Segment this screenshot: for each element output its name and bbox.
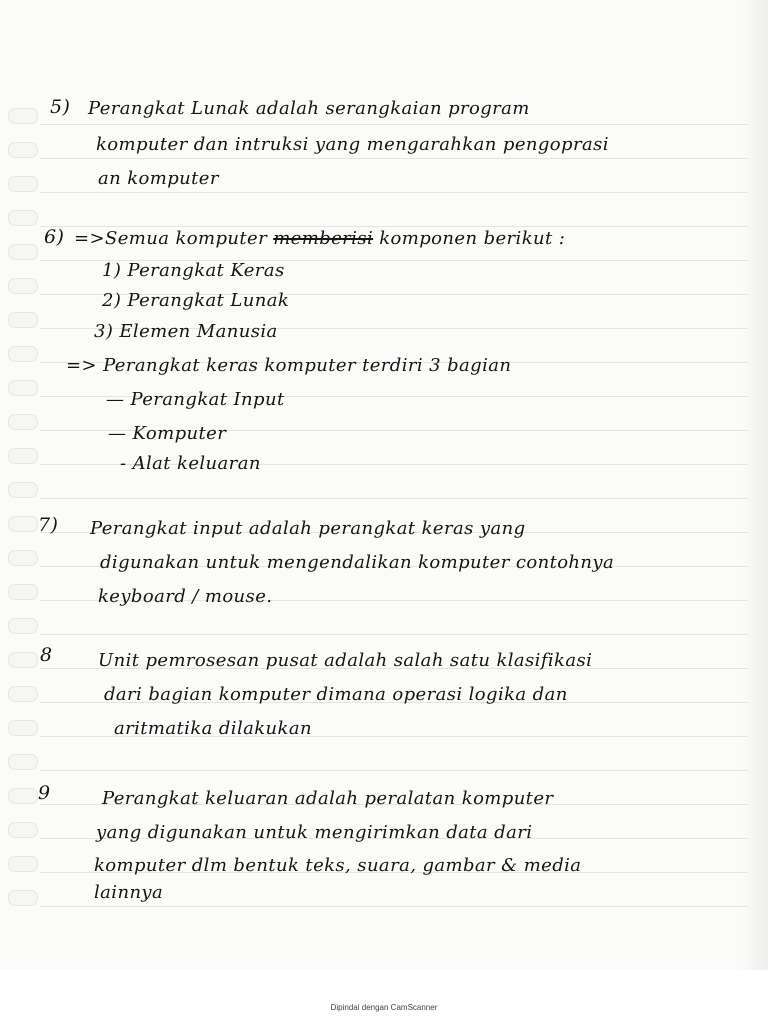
binder-hole: [8, 482, 38, 498]
ruled-line: [40, 192, 748, 193]
component-item: 1) Perangkat Keras: [102, 260, 285, 281]
note-line: digunakan untuk mengendalikan komputer contohnya: [100, 552, 615, 573]
item-number: 8: [40, 644, 53, 666]
binder-hole: [8, 754, 38, 770]
component-item: 3) Elemen Manusia: [94, 321, 278, 342]
binder-hole: [8, 244, 38, 260]
note-line: keyboard / mouse.: [98, 586, 273, 607]
note-subheading: => Perangkat keras komputer terdiri 3 bagian: [66, 355, 512, 376]
struck-word: memberisi: [273, 228, 374, 249]
page-edge-shadow: [740, 0, 768, 970]
note-text: komponen berikut :: [373, 228, 566, 249]
binder-hole: [8, 550, 38, 566]
binder-hole: [8, 448, 38, 464]
binder-hole: [8, 686, 38, 702]
note-line: [74, 228, 565, 249]
note-line: Perangkat Lunak adalah serangkaian program: [88, 98, 530, 119]
ruled-line: [40, 158, 748, 159]
binder-hole: [8, 176, 38, 192]
binder-hole: [8, 890, 38, 906]
part-item: - Alat keluaran: [120, 453, 261, 474]
ruled-line: [40, 634, 748, 635]
binder-hole: [8, 278, 38, 294]
scanner-watermark: Dipindai dengan CamScanner: [330, 1003, 438, 1012]
binder-hole: [8, 720, 38, 736]
binder-hole: [8, 856, 38, 872]
binder-hole: [8, 788, 38, 804]
binder-hole: [8, 108, 38, 124]
note-text: =>Semua komputer: [74, 228, 274, 249]
note-line: dari bagian komputer dimana operasi logika dan: [104, 684, 568, 705]
binder-hole: [8, 210, 38, 226]
item-number: 5): [50, 96, 71, 118]
binder-hole: [8, 380, 38, 396]
binder-hole: [8, 652, 38, 668]
part-item: — Komputer: [108, 423, 227, 444]
note-line: komputer dan intruksi yang mengarahkan pengoprasi: [96, 134, 609, 155]
component-item: 2) Perangkat Lunak: [102, 290, 290, 311]
binder-hole: [8, 584, 38, 600]
binder-hole: [8, 822, 38, 838]
binder-hole: [8, 142, 38, 158]
binder-hole: [8, 346, 38, 362]
note-line: Perangkat keluaran adalah peralatan komputer: [102, 788, 554, 809]
note-line: komputer dlm bentuk teks, suara, gambar & media: [94, 855, 582, 876]
binder-hole: [8, 414, 38, 430]
note-line: Perangkat input adalah perangkat keras yang: [90, 518, 526, 539]
note-line: an komputer: [98, 168, 219, 189]
note-line: aritmatika dilakukan: [114, 718, 312, 739]
note-line: Unit pemrosesan pusat adalah salah satu klasifikasi: [98, 650, 593, 671]
item-number: 9: [38, 782, 51, 804]
ruled-line: [40, 906, 748, 907]
item-number: 7): [38, 514, 59, 536]
note-line: yang digunakan untuk mengirimkan data dari: [96, 822, 533, 843]
ruled-line: [40, 124, 748, 125]
binder-hole: [8, 618, 38, 634]
ruled-line: [40, 226, 748, 227]
ruled-line: [40, 498, 748, 499]
note-line: lainnya: [94, 882, 164, 903]
item-number: 6): [44, 226, 65, 248]
binder-hole: [8, 312, 38, 328]
binder-hole: [8, 516, 38, 532]
ruled-line: [40, 770, 748, 771]
part-item: — Perangkat Input: [106, 389, 285, 410]
